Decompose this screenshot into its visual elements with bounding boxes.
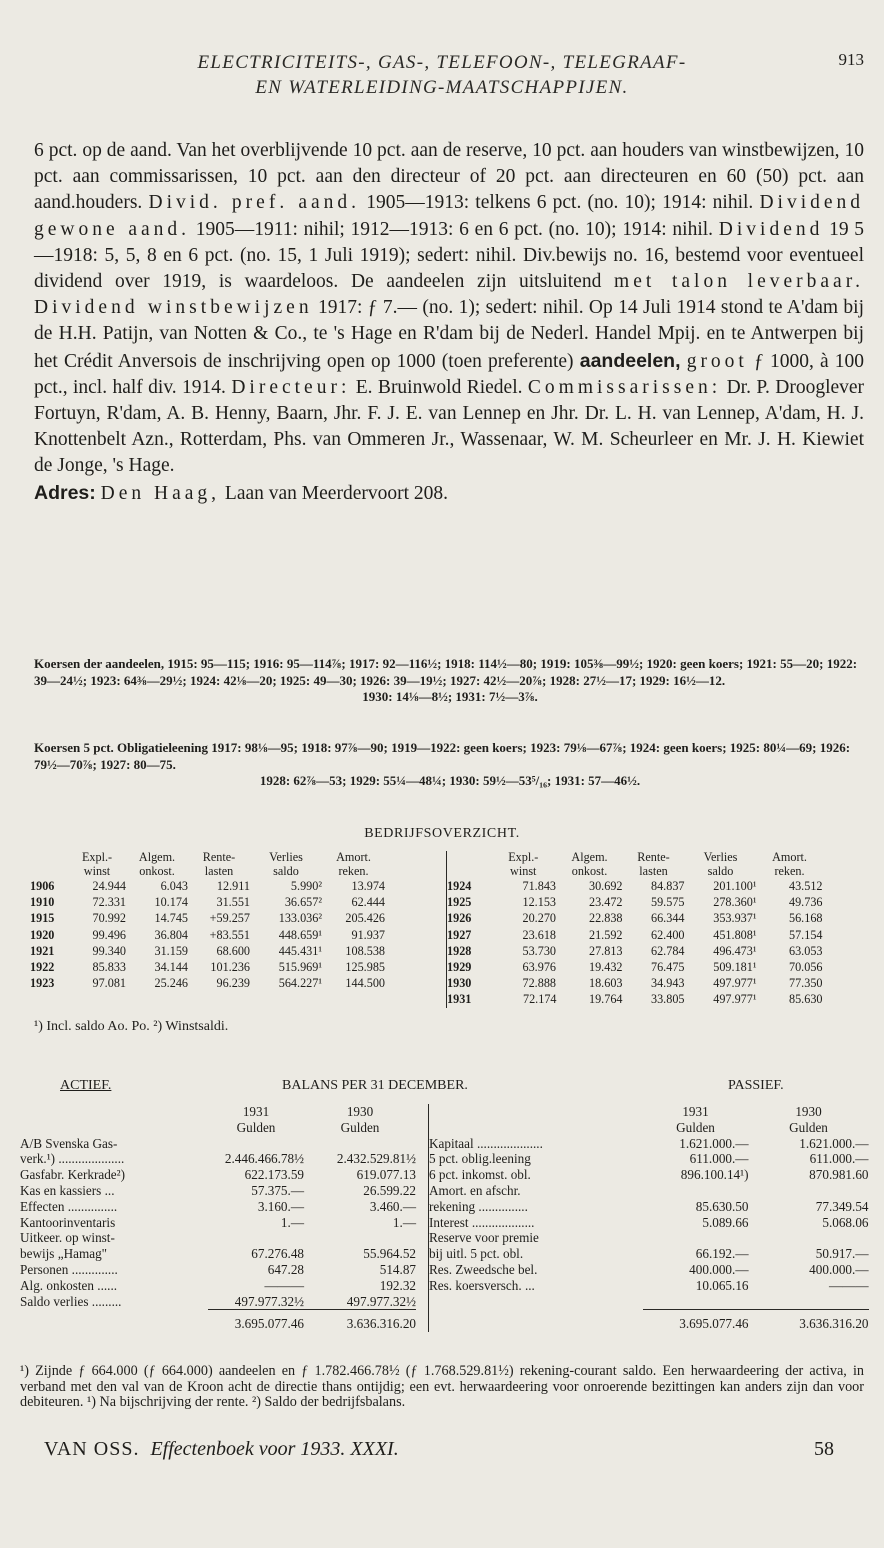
balance-row bbox=[20, 1167, 416, 1183]
balance-cell: Alg. onkosten ...... bbox=[20, 1277, 118, 1293]
table-cell: 14.745 bbox=[154, 911, 188, 926]
balance-cell: ——— bbox=[264, 1277, 304, 1293]
table-cell: 76.475 bbox=[650, 960, 685, 975]
table-cell: 1923 bbox=[30, 976, 55, 991]
table-row bbox=[30, 894, 385, 910]
company-description bbox=[34, 138, 864, 507]
balance-cell bbox=[643, 1183, 749, 1199]
col-header: winst bbox=[510, 863, 537, 878]
table-cell: 31.159 bbox=[154, 943, 188, 958]
dividend-label: Dividend bbox=[718, 218, 824, 240]
balance-row bbox=[429, 1183, 869, 1199]
table-cell: 77.350 bbox=[788, 976, 823, 991]
balance-cell: bij uitl. 5 pct. obl. bbox=[429, 1246, 524, 1262]
balance-row bbox=[20, 1278, 416, 1294]
balance-row bbox=[20, 1262, 416, 1278]
balance-cell: verk.¹) .................... bbox=[20, 1151, 125, 1167]
table-row bbox=[30, 927, 385, 943]
table-row bbox=[30, 910, 385, 926]
balance-cell: bewijs „Hamag" bbox=[20, 1246, 108, 1262]
table-row bbox=[30, 943, 385, 959]
balance-cell: 1.621.000.— bbox=[679, 1135, 749, 1151]
aandeelen-label: aandeelen, bbox=[579, 349, 681, 372]
balance-cell: 870.981.60 bbox=[809, 1167, 869, 1183]
book-title: Effectenboek voor 1933. XXXI. bbox=[150, 1438, 399, 1460]
balance-cell: 3.460.— bbox=[369, 1198, 416, 1214]
balance-cell: 611.000.— bbox=[809, 1151, 869, 1167]
dividend-winst-text: 1917: ƒ 7.— (no. 1); sedert: nihil. Op 14 Juli 1914 stond te A'dam bij de H.H. Patijn, van Notten & Co., te 's Hage en R'dam bij de Nederl. Handel Mpij. en te Antwerpen bij het Crédit Anversois de inschrijving open op 1000 (toen preferente) bbox=[34, 297, 864, 372]
table-cell: 101.236 bbox=[210, 960, 250, 975]
unit-gulden: Gulden bbox=[676, 1119, 715, 1135]
table-cell: 27.813 bbox=[588, 943, 623, 958]
description-paragraph bbox=[34, 138, 864, 480]
table-cell: 1927 bbox=[447, 927, 472, 942]
table-cell: 13.974 bbox=[351, 879, 385, 893]
balance-cell: 50.917.— bbox=[815, 1246, 869, 1262]
table-cell: 6.043 bbox=[160, 879, 188, 893]
profit-distribution: 6 pct. op de aand. Van het overblijvende 10 pct. aan de reserve, 10 pct. aan houders van winstbewijzen, 10 pct. aan commissarissen, 10 pct. aan den directeur of 20 pct. aan directeuren en 60 (50) pct. aan aand.houders. bbox=[34, 140, 864, 214]
table-cell: 445.431¹ bbox=[278, 943, 322, 958]
table-cell: 84.837 bbox=[650, 879, 685, 893]
overzicht-title: BEDRIJFSOVERZICHT. bbox=[364, 826, 520, 841]
balance-cell: Kas en kassiers ... bbox=[20, 1182, 115, 1198]
balance-row bbox=[429, 1167, 869, 1183]
table-header-row bbox=[447, 865, 823, 879]
table-cell: 125.985 bbox=[345, 960, 385, 975]
balance-row bbox=[429, 1136, 869, 1152]
table-cell: 85.833 bbox=[92, 960, 126, 975]
page-header bbox=[0, 50, 884, 100]
total-value: 3.636.316.20 bbox=[304, 1310, 416, 1332]
balance-cell: Personen .............. bbox=[20, 1261, 118, 1277]
footnotes bbox=[20, 1364, 864, 1411]
balance-cell bbox=[749, 1183, 869, 1199]
balance-cell: Effecten ............... bbox=[20, 1198, 118, 1214]
table-cell: 96.239 bbox=[216, 976, 250, 991]
table-cell: 57.154 bbox=[788, 927, 823, 942]
balance-row bbox=[429, 1278, 869, 1294]
balance-cell: 57.375.— bbox=[251, 1182, 304, 1198]
table-cell: 20.270 bbox=[522, 911, 556, 926]
balance-row bbox=[20, 1199, 416, 1215]
balance-row bbox=[20, 1151, 416, 1167]
table-header-row bbox=[447, 851, 823, 865]
col-header: winst bbox=[83, 863, 111, 878]
issue-text: ƒ 1000, à 100 pct., incl. half div. 1914. bbox=[34, 350, 865, 398]
balance-cell: 67.276.48 bbox=[251, 1246, 304, 1262]
balance-row bbox=[429, 1246, 869, 1262]
balance-cell: 192.32 bbox=[379, 1277, 416, 1293]
balance-cell: 5.068.06 bbox=[822, 1214, 869, 1230]
overzicht-footnote: ¹) Incl. saldo Ao. Po. ²) Winstsaldi. bbox=[34, 1019, 229, 1034]
table-cell: 31.551 bbox=[216, 895, 250, 910]
table-cell: 19.432 bbox=[588, 960, 623, 975]
col-header: Expl.- bbox=[508, 850, 539, 864]
balance-cell: 2.432.529.81½ bbox=[336, 1151, 416, 1167]
table-cell: 278.360¹ bbox=[713, 895, 757, 910]
total-value: 3.636.316.20 bbox=[749, 1310, 869, 1332]
balance-row bbox=[429, 1151, 869, 1167]
table-row bbox=[30, 959, 385, 975]
balance-header bbox=[20, 1078, 870, 1098]
table-cell: 205.426 bbox=[345, 911, 385, 926]
table-cell: 19.764 bbox=[588, 992, 623, 1007]
table-cell: 133.036² bbox=[278, 911, 322, 926]
table-cell: 72.331 bbox=[92, 895, 126, 910]
table-row bbox=[447, 894, 823, 910]
table-cell: 144.500 bbox=[345, 976, 385, 991]
overzicht-table-right bbox=[446, 851, 823, 1008]
dividend-gewone-label: Dividend gewone aand. bbox=[34, 192, 865, 240]
table-cell: 63.053 bbox=[788, 943, 823, 958]
year-row bbox=[429, 1104, 869, 1120]
col-header: Algem. bbox=[138, 850, 176, 864]
adres-street: Laan van Meerdervoort 208. bbox=[224, 482, 449, 504]
table-cell: 448.659¹ bbox=[278, 927, 322, 942]
table-cell: 564.227¹ bbox=[278, 976, 322, 991]
balance-row bbox=[429, 1199, 869, 1215]
address-line bbox=[34, 480, 864, 507]
balance-cell bbox=[208, 1136, 304, 1152]
table-cell: 53.730 bbox=[522, 943, 556, 958]
table-cell: 30.692 bbox=[588, 879, 623, 893]
table-cell: 25.246 bbox=[154, 976, 188, 991]
table-cell: 56.168 bbox=[788, 911, 823, 926]
balance-cell: rekening ............... bbox=[429, 1198, 528, 1214]
balance-cell: 619.077.13 bbox=[356, 1167, 416, 1183]
table-cell: 18.603 bbox=[588, 976, 623, 991]
bond-prices bbox=[34, 740, 866, 790]
table-cell: 1915 bbox=[30, 911, 55, 926]
table-cell: 1926 bbox=[447, 911, 472, 926]
table-cell: 24.944 bbox=[92, 879, 126, 893]
col-header: lasten bbox=[204, 863, 234, 878]
balance-cell: 2.446.466.78½ bbox=[224, 1151, 304, 1167]
table-cell: 62.400 bbox=[650, 927, 685, 942]
col-header: Rente- bbox=[202, 850, 236, 864]
col-header: reken. bbox=[338, 863, 369, 878]
footer-page-number: 58 bbox=[814, 1438, 834, 1460]
balance-cell: Gasfabr. Kerkrade²) bbox=[20, 1167, 126, 1183]
spacer-cell bbox=[429, 1294, 869, 1310]
dividend-winst-label: Dividend winstbewijzen bbox=[34, 297, 313, 319]
table-cell: 515.969¹ bbox=[278, 960, 322, 975]
page-footer bbox=[44, 1438, 834, 1461]
header-page-number: 913 bbox=[838, 50, 864, 69]
table-cell: 1922 bbox=[30, 960, 55, 975]
directeur-label: Directeur: bbox=[231, 376, 351, 398]
col-header: Algem. bbox=[571, 850, 608, 864]
balance-cell: 10.065.16 bbox=[695, 1277, 749, 1293]
table-cell: 34.144 bbox=[154, 960, 188, 975]
total-row bbox=[429, 1310, 869, 1332]
balance-row bbox=[429, 1215, 869, 1231]
balance-cell bbox=[304, 1230, 416, 1246]
balance-cell: Kantoorinventaris bbox=[20, 1214, 116, 1230]
share-prices-tail: 1930: 14⅛—8½; 1931: 7½—3⅞. bbox=[362, 689, 538, 704]
unit-row bbox=[20, 1120, 416, 1136]
groot-label: groot bbox=[686, 350, 748, 372]
balance-cell: Kapitaal .................... bbox=[429, 1135, 543, 1151]
balance-cell: 66.192.— bbox=[695, 1246, 749, 1262]
unit-gulden: Gulden bbox=[789, 1119, 828, 1135]
table-row bbox=[447, 991, 823, 1007]
table-cell: 99.340 bbox=[92, 943, 126, 958]
dividend-gewone-text: 1905—1911: nihil; 1912—1913: 6 en 6 pct. (no. 10); 1914: nihil. bbox=[195, 218, 714, 240]
table-row bbox=[447, 975, 823, 991]
balance-cell: Res. koersversch. ... bbox=[429, 1277, 535, 1293]
table-cell: 70.992 bbox=[92, 911, 126, 926]
balance-cell bbox=[304, 1136, 416, 1152]
table-cell: 1925 bbox=[447, 895, 472, 910]
publisher: VAN OSS. bbox=[44, 1438, 140, 1460]
table-header-row bbox=[30, 865, 385, 879]
table-cell: 451.808¹ bbox=[713, 927, 757, 942]
year-1930: 1930 bbox=[795, 1104, 822, 1119]
col-header: Verlies bbox=[703, 850, 738, 864]
table-cell: 91.937 bbox=[351, 927, 385, 942]
table-row bbox=[447, 910, 823, 926]
table-cell: 12.911 bbox=[216, 879, 250, 893]
balance-cell: 400.000.— bbox=[689, 1261, 749, 1277]
table-cell: 23.618 bbox=[522, 927, 556, 942]
balance-cell: 5 pct. oblig.leening bbox=[429, 1151, 531, 1167]
share-prices-text: Koersen der aandeelen, 1915: 95—115; 1916: 95—114⅞; 1917: 92—116½; 1918: 114½—80; 1919: 105⅜—99½; 1920: geen koers; 1921: 55—20; 1922: 39—24½; 1923: 64⅜—29½; 1924: 42⅛—20; 1925: 49—30; 1926: 39—19½; 1927: 42½—20⅞; 1928: 27½—17; 1929: 16½—12. bbox=[34, 656, 858, 688]
table-cell: 99.496 bbox=[92, 927, 126, 942]
total-value: 3.695.077.46 bbox=[643, 1310, 749, 1332]
actief-table bbox=[20, 1104, 416, 1332]
table-cell: 5.990² bbox=[290, 879, 322, 893]
table-cell: 68.600 bbox=[216, 943, 250, 958]
table-cell: 21.592 bbox=[588, 927, 623, 942]
table-cell: 97.081 bbox=[92, 976, 126, 991]
total-value: 3.695.077.46 bbox=[208, 1310, 304, 1332]
balance-cell bbox=[749, 1230, 869, 1246]
bond-prices-text: Koersen 5 pct. Obligatieleening 1917: 98⅛—95; 1918: 97⅞—90; 1919—1922: geen koers; 1923: 79⅛—67⅞; 1924: geen koers; 1925: 80¼—69; 1926: 79½—70⅞; 1927: 80—75. bbox=[34, 740, 851, 772]
col-header: lasten bbox=[639, 863, 668, 878]
table-cell: 353.937¹ bbox=[713, 911, 757, 926]
balance-row bbox=[20, 1183, 416, 1199]
balance-row bbox=[20, 1246, 416, 1262]
table-cell: 1906 bbox=[30, 879, 55, 893]
balance-row bbox=[429, 1262, 869, 1278]
dividend-text: 19 5—1918: 5, 5, 8 en 6 pct. (no. 15, 1 Juli 1919); sedert: nihil. Div.bewijs no. 16, bestemd voor eventueel dividend over 1919, is waardeloos. De aandeelen zijn uitsluitend bbox=[34, 218, 865, 293]
table-cell: 509.181¹ bbox=[713, 960, 757, 975]
table-cell: 1930 bbox=[447, 976, 472, 991]
balance-cell: 497.977.32½ bbox=[234, 1293, 304, 1309]
table-row bbox=[30, 878, 385, 894]
unit-gulden: Gulden bbox=[236, 1119, 276, 1135]
table-cell: 496.473¹ bbox=[713, 943, 757, 958]
directeur-name: E. Bruinwold Riedel. bbox=[355, 376, 523, 398]
unit-gulden: Gulden bbox=[340, 1119, 380, 1135]
table-row bbox=[447, 943, 823, 959]
balance-row bbox=[20, 1136, 416, 1152]
balance-row bbox=[20, 1215, 416, 1231]
table-cell: 10.174 bbox=[154, 895, 188, 910]
balance-row bbox=[20, 1230, 416, 1246]
balance-cell: 85.630.50 bbox=[695, 1198, 749, 1214]
met-talon-label: met talon leverbaar. bbox=[614, 271, 864, 293]
table-row bbox=[30, 975, 385, 991]
table-cell: 72.888 bbox=[522, 976, 556, 991]
balance-row bbox=[429, 1230, 869, 1246]
table-cell: 36.804 bbox=[154, 927, 188, 942]
year-1931: 1931 bbox=[242, 1104, 270, 1119]
share-prices bbox=[34, 656, 866, 706]
table-cell: 36.657² bbox=[284, 895, 322, 910]
balance-cell: 26.599.22 bbox=[363, 1182, 416, 1198]
balance-cell: 6 pct. inkomst. obl. bbox=[429, 1167, 531, 1183]
balance-cell: ——— bbox=[828, 1277, 869, 1293]
col-header: Expl.- bbox=[81, 850, 113, 864]
table-cell: 43.512 bbox=[788, 879, 823, 893]
table-cell: 63.976 bbox=[522, 960, 556, 975]
col-header: reken. bbox=[774, 863, 805, 878]
table-row bbox=[447, 959, 823, 975]
table-cell: 1928 bbox=[447, 943, 472, 958]
table-cell: 70.056 bbox=[788, 960, 823, 975]
overzicht-table-left bbox=[30, 851, 385, 991]
table-cell: 62.444 bbox=[351, 895, 385, 910]
balance-cell: 622.173.59 bbox=[244, 1167, 304, 1183]
balance-cell: Reserve voor premie bbox=[429, 1230, 539, 1246]
table-row bbox=[447, 878, 823, 894]
table-cell: +59.257 bbox=[209, 911, 250, 926]
spacer-row bbox=[429, 1294, 869, 1310]
balance-cell: Amort. en afschr. bbox=[429, 1182, 521, 1198]
balance-cell: Interest ................... bbox=[429, 1214, 535, 1230]
table-cell: 1924 bbox=[447, 879, 472, 893]
adres-label: Adres: bbox=[34, 481, 96, 504]
balance-cell: 647.28 bbox=[267, 1261, 304, 1277]
balance-cell bbox=[643, 1230, 749, 1246]
adres-city: Den Haag, bbox=[100, 482, 221, 504]
header-line-2: EN WATERLEIDING-MAATSCHAPPIJEN. bbox=[255, 77, 629, 98]
table-cell: 497.977¹ bbox=[713, 992, 757, 1007]
balance-cell: 55.964.52 bbox=[363, 1246, 416, 1262]
balance-cell: 1.— bbox=[392, 1214, 416, 1230]
table-cell: 33.805 bbox=[650, 992, 685, 1007]
table-cell: 22.838 bbox=[588, 911, 623, 926]
table-cell: 23.472 bbox=[588, 895, 623, 910]
header-line-1: ELECTRICITEITS-, GAS-, TELEFOON-, TELEGRAAF- bbox=[197, 52, 687, 73]
col-header: Verlies bbox=[269, 850, 303, 864]
balance-cell: 611.000.— bbox=[689, 1151, 749, 1167]
passief-table bbox=[428, 1104, 869, 1332]
balance-cell bbox=[208, 1230, 304, 1246]
table-cell: 71.843 bbox=[522, 879, 556, 893]
table-cell: 72.174 bbox=[522, 992, 557, 1007]
dividend-pref-label: Divid. pref. aand. bbox=[148, 192, 361, 214]
balance-cell: 77.349.54 bbox=[815, 1198, 869, 1214]
balance-row bbox=[20, 1294, 416, 1310]
balance-cell: 1.621.000.— bbox=[799, 1135, 869, 1151]
year-1930: 1930 bbox=[346, 1104, 374, 1119]
actief-label: ACTIEF. bbox=[60, 1078, 112, 1093]
table-cell: 1920 bbox=[30, 927, 55, 942]
table-cell: 85.630 bbox=[788, 992, 823, 1007]
total-label-cell bbox=[429, 1310, 643, 1332]
col-header: Amort. bbox=[336, 850, 371, 864]
table-cell: 12.153 bbox=[522, 895, 556, 910]
table-row bbox=[447, 927, 823, 943]
col-header: Amort. bbox=[772, 850, 807, 864]
balance-cell: 400.000.— bbox=[809, 1261, 869, 1277]
year-row bbox=[20, 1104, 416, 1120]
col-header: saldo bbox=[707, 863, 734, 878]
dividend-pref-text: 1905—1913: telkens 6 pct. (no. 10); 1914: nihil. bbox=[366, 192, 754, 214]
table-cell: 59.575 bbox=[650, 895, 685, 910]
table-cell: +83.551 bbox=[209, 927, 250, 942]
col-header: Rente- bbox=[637, 850, 670, 864]
footnote-text: ¹) Zijnde ƒ 664.000 (ƒ 664.000) aandeelen en ƒ 1.782.466.78½ (ƒ 1.768.529.81½) rekening-courant saldo. Een herwaardeering der activa, in verband met den val van de Kroon acht de directie thans ontijdig; een evt. herwaardeering voor onroerende bezittingen kan anders zijn dan voor debiteuren. ¹) Na bijschrijving der rente. ²) Saldo der bedrijfsbalans. bbox=[20, 1363, 864, 1411]
commissarissen-names: Dr. P. Drooglever Fortuyn, R'dam, A. B. Henny, Baarn, Jhr. F. J. E. van Lennep en Jhr. Dr. L. H. van Lennep, A'dam, H. J. Knottenbelt Azn., Rotterdam, Phs. van Ommeren Jr., Wassenaar, W. M. Scheurleer en Mr. J. H. Kiewiet de Jonge, 's Hage. bbox=[34, 376, 865, 477]
balance-cell: 1.— bbox=[280, 1214, 304, 1230]
table-cell: 108.538 bbox=[345, 943, 385, 958]
col-header: onkost. bbox=[571, 863, 608, 878]
balance-cell: 896.100.14¹) bbox=[680, 1167, 749, 1183]
col-header: onkost. bbox=[139, 863, 175, 878]
year-1931: 1931 bbox=[682, 1104, 709, 1119]
balance-cell: 514.87 bbox=[379, 1261, 416, 1277]
table-cell: 66.344 bbox=[650, 911, 685, 926]
balance-cell: Uitkeer. op winst- bbox=[20, 1230, 115, 1246]
table-cell: 1929 bbox=[447, 960, 472, 975]
balance-cell: 497.977.32½ bbox=[346, 1293, 416, 1309]
bond-prices-tail: 1928: 62⅞—53; 1929: 55¼—48¼; 1930: 59½—53⁵/₁₆; 1931: 57—46½. bbox=[259, 773, 641, 788]
table-cell: 34.943 bbox=[650, 976, 685, 991]
table-cell: 497.977¹ bbox=[713, 976, 757, 991]
passief-label: PASSIEF. bbox=[728, 1078, 784, 1093]
table-cell: 201.100¹ bbox=[713, 879, 757, 893]
total-row bbox=[20, 1310, 416, 1332]
unit-row bbox=[429, 1120, 869, 1136]
table-cell: 1921 bbox=[30, 943, 55, 958]
balance-cell: 3.160.— bbox=[257, 1198, 304, 1214]
commissarissen-label: Commissarissen: bbox=[527, 376, 722, 398]
col-header: saldo bbox=[273, 863, 299, 878]
balance-cell: Res. Zweedsche bel. bbox=[429, 1261, 538, 1277]
balance-title: BALANS PER 31 DECEMBER. bbox=[282, 1078, 468, 1093]
table-cell: 1910 bbox=[30, 895, 55, 910]
table-cell: 1931 bbox=[447, 992, 472, 1007]
total-label-cell bbox=[20, 1310, 208, 1332]
balance-cell: 5.089.66 bbox=[702, 1214, 749, 1230]
table-cell: 49.736 bbox=[788, 895, 823, 910]
balance-cell: Saldo verlies ......... bbox=[20, 1293, 122, 1309]
balance-cell: A/B Svenska Gas- bbox=[20, 1135, 118, 1151]
table-cell: 62.784 bbox=[650, 943, 685, 958]
table-header-row bbox=[30, 851, 385, 865]
